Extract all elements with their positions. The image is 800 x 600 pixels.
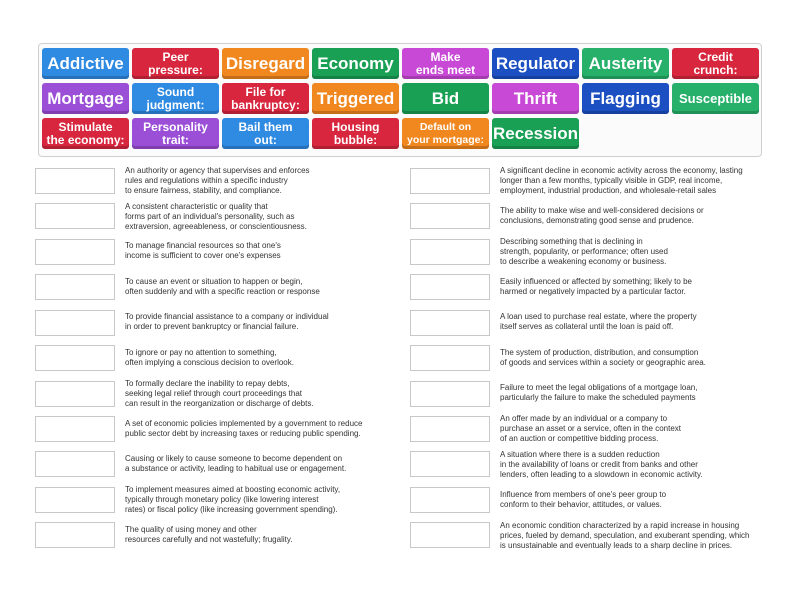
- answer-slot-left-9[interactable]: [35, 451, 115, 477]
- answer-slot-right-7[interactable]: [410, 381, 490, 407]
- tile-personality-trait[interactable]: Personality trait:: [132, 118, 219, 149]
- definition-left-1: An authority or agency that supervises and enforces rules and regulations within a specific industry to ensure fairness, stability, and compliance.: [125, 166, 310, 195]
- definition-left-11: The quality of using money and other resources carefully and not wastefully; frugality.: [125, 525, 293, 544]
- answer-slot-left-4[interactable]: [35, 274, 115, 300]
- answer-slot-right-3[interactable]: [410, 239, 490, 265]
- tile-susceptible[interactable]: Susceptible: [672, 83, 759, 114]
- tile-austerity[interactable]: Austerity: [582, 48, 669, 79]
- tile-housing-bubble[interactable]: Housing bubble:: [312, 118, 399, 149]
- answer-slot-right-11[interactable]: [410, 522, 490, 548]
- definition-left-6: To ignore or pay no attention to something, often implying a conscious decision to overlook.: [125, 348, 294, 367]
- definition-right-4: Easily influenced or affected by something; likely to be harmed or negatively impacted by a particular factor.: [500, 277, 692, 296]
- answer-slot-right-6[interactable]: [410, 345, 490, 371]
- tile-addictive[interactable]: Addictive: [42, 48, 129, 79]
- answer-slot-left-6[interactable]: [35, 345, 115, 371]
- tile-disregard[interactable]: Disregard: [222, 48, 309, 79]
- tile-bid[interactable]: Bid: [402, 83, 489, 114]
- answer-slot-left-11[interactable]: [35, 522, 115, 548]
- tile-default-on-your-mortgage[interactable]: Default on your mortgage:: [402, 118, 489, 149]
- answer-slot-left-8[interactable]: [35, 416, 115, 442]
- tile-bail-them-out[interactable]: Bail them out:: [222, 118, 309, 149]
- tile-make-ends-meet[interactable]: Make ends meet: [402, 48, 489, 79]
- answer-slot-left-3[interactable]: [35, 239, 115, 265]
- definition-right-11: An economic condition characterized by a rapid increase in housing prices, fueled by demand, speculation, and exuberant spending, which is unsustainable and eventually leads to a sharp decline in prices.: [500, 521, 750, 550]
- answer-slot-left-2[interactable]: [35, 203, 115, 229]
- tile-thrift[interactable]: Thrift: [492, 83, 579, 114]
- definition-right-7: Failure to meet the legal obligations of a mortgage loan, particularly the failure to make the scheduled payments: [500, 383, 698, 402]
- definition-left-10: To implement measures aimed at boosting economic activity, typically through monetary policy (like lowering interest rates) or fiscal policy (like increasing government spending).: [125, 485, 341, 514]
- answer-slot-right-2[interactable]: [410, 203, 490, 229]
- definition-right-3: Describing something that is declining in strength, popularity, or performance; often used to describe a weakening economy or business.: [500, 237, 668, 266]
- definition-right-1: A significant decline in economic activity across the economy, lasting longer than a few months, typically visible in GDP, real income, employment, industrial production, and wholesale-retail sales: [500, 166, 743, 195]
- answer-slot-right-10[interactable]: [410, 487, 490, 513]
- answer-slot-right-9[interactable]: [410, 451, 490, 477]
- definition-right-2: The ability to make wise and well-considered decisions or conclusions, demonstrating good sense and prudence.: [500, 206, 704, 225]
- answer-slot-left-10[interactable]: [35, 487, 115, 513]
- answer-slot-left-5[interactable]: [35, 310, 115, 336]
- definition-right-8: An offer made by an individual or a company to purchase an asset or a service, often in the context of an auction or competitive bidding process.: [500, 414, 681, 443]
- definition-right-5: A loan used to purchase real estate, where the property itself serves as collateral until the loan is paid off.: [500, 312, 697, 331]
- definition-right-6: The system of production, distribution, and consumption of goods and services within a society or geographic area.: [500, 348, 706, 367]
- definition-left-3: To manage financial resources so that one's income is sufficient to cover one's expenses: [125, 241, 281, 260]
- tile-credit-crunch[interactable]: Credit crunch:: [672, 48, 759, 79]
- answer-slot-left-7[interactable]: [35, 381, 115, 407]
- tile-stimulate-the-economy[interactable]: Stimulate the economy:: [42, 118, 129, 149]
- tile-mortgage[interactable]: Mortgage: [42, 83, 129, 114]
- tile-flagging[interactable]: Flagging: [582, 83, 669, 114]
- tile-peer-pressure[interactable]: Peer pressure:: [132, 48, 219, 79]
- tile-economy[interactable]: Economy: [312, 48, 399, 79]
- definition-left-8: A set of economic policies implemented by a government to reduce public sector debt by increasing taxes or reducing public spending.: [125, 419, 363, 438]
- answer-slot-right-5[interactable]: [410, 310, 490, 336]
- definition-left-7: To formally declare the inability to repay debts, seeking legal relief through court proceedings that can result in the reorganization or discharge of debts.: [125, 379, 314, 408]
- definition-right-10: Influence from members of one's peer group to conform to their behavior, attitudes, or values.: [500, 490, 667, 509]
- definition-left-9: Causing or likely to cause someone to become dependent on a substance or activity, leading to habitual use or engagement.: [125, 454, 347, 473]
- definition-right-9: A situation where there is a sudden reduction in the availability of loans or credit from banks and other lenders, often leading to a slowdown in economic activity.: [500, 450, 703, 479]
- answer-slot-right-4[interactable]: [410, 274, 490, 300]
- tile-recession[interactable]: Recession: [492, 118, 579, 149]
- definition-left-4: To cause an event or situation to happen or begin, often suddenly and with a specific reaction or response: [125, 277, 320, 296]
- tile-sound-judgment[interactable]: Sound judgment:: [132, 83, 219, 114]
- definition-left-5: To provide financial assistance to a company or individual in order to prevent bankruptcy or financial failure.: [125, 312, 329, 331]
- tile-regulator[interactable]: Regulator: [492, 48, 579, 79]
- definition-left-2: A consistent characteristic or quality that forms part of an individual's personality, such as extraversion, agreeableness, or conscientiousness.: [125, 202, 307, 231]
- answer-slot-right-8[interactable]: [410, 416, 490, 442]
- answer-slot-left-1[interactable]: [35, 168, 115, 194]
- answer-slot-right-1[interactable]: [410, 168, 490, 194]
- tile-file-for-bankruptcy[interactable]: File for bankruptcy:: [222, 83, 309, 114]
- tile-triggered[interactable]: Triggered: [312, 83, 399, 114]
